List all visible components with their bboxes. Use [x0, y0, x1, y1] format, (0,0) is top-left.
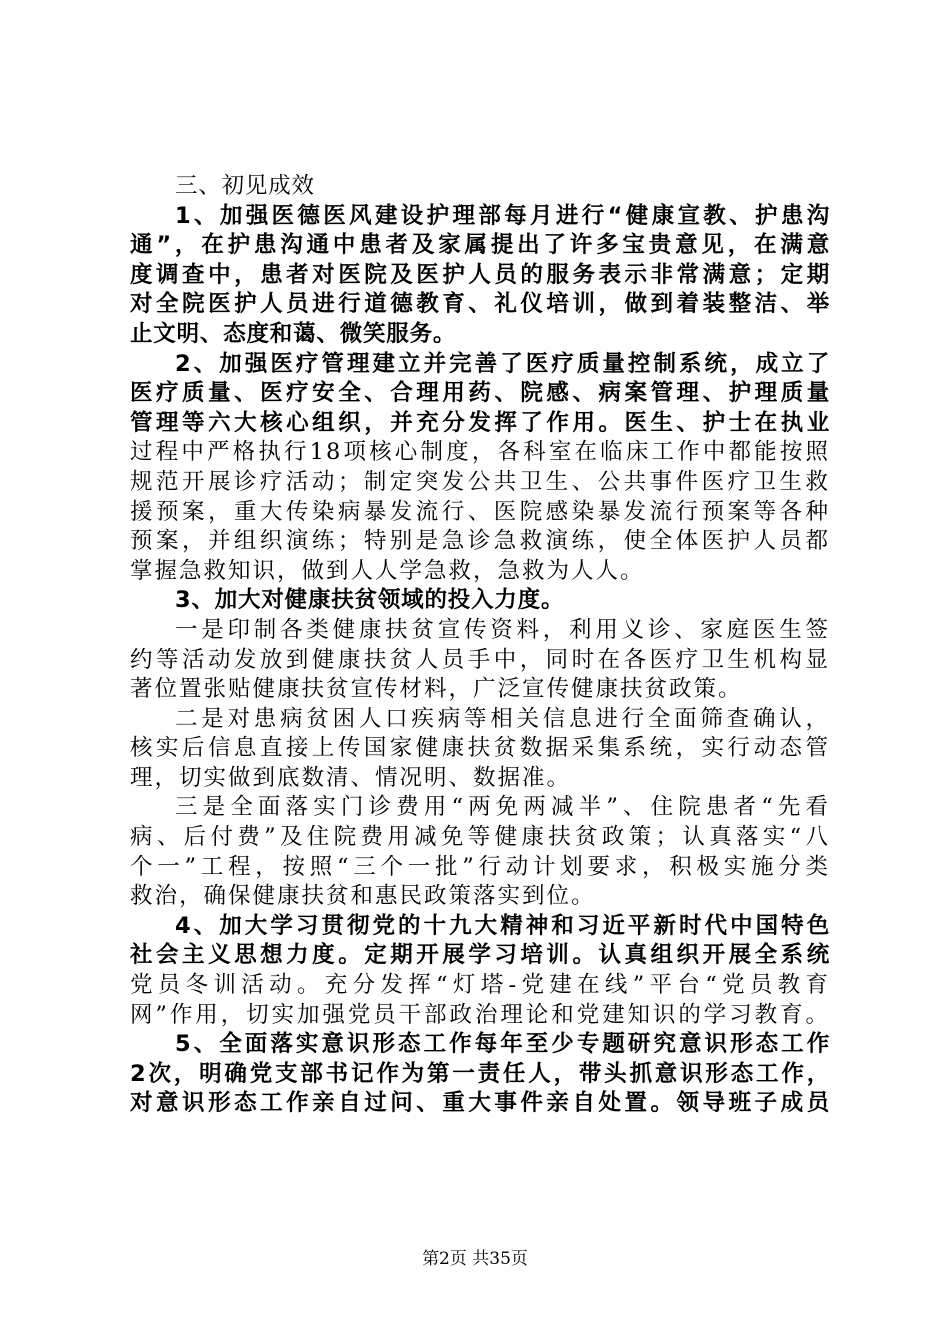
text-line: 个一”工程，按照“三个一批”行动计划要求，积极实施分类	[130, 853, 830, 880]
text-line: 三是全面落实门诊费用“两免两减半”、住院患者“先看	[175, 794, 830, 821]
text-line: 管理等六大核心组织，并充分发挥了作用。医生、护士在执业	[130, 409, 830, 436]
text-line: 规范开展诊疗活动；制定突发公共卫生、公共事件医疗卫生救	[130, 468, 830, 495]
text-line: 2、加强医疗管理建立并完善了医疗质量控制系统，成立了	[175, 350, 830, 377]
text-line: 核实后信息直接上传国家健康扶贫数据采集系统，实行动态管	[130, 735, 830, 762]
text-line: 掌握急救知识，做到人人学急救，急救为人人。	[130, 557, 645, 584]
text-line: 1、加强医德医风建设护理部每月进行“健康宣教、护患沟	[175, 202, 830, 229]
text-line: 三、初见成效	[175, 173, 315, 199]
text-line: 通”，在护患沟通中患者及家属提出了许多宝贵意见，在满意	[130, 232, 830, 259]
text-line: 社会主义思想力度。定期开展学习培训。认真组织开展全系统	[130, 942, 830, 969]
text-line: 4、加大学习贯彻党的十九大精神和习近平新时代中国特色	[175, 912, 830, 939]
text-line: 过程中严格执行18项核心制度，各科室在临床工作中都能按照	[130, 439, 830, 466]
text-line: 援预案，重大传染病暴发流行、医院感染暴发流行预案等各种	[130, 498, 830, 525]
text-line: 党员冬训活动。充分发挥“灯塔-党建在线”平台“党员教育	[130, 972, 830, 999]
text-line: 3、加大对健康扶贫领域的投入力度。	[175, 587, 565, 614]
text-line: 病、后付费”及住院费用减免等健康扶贫政策；认真落实“八	[130, 824, 830, 851]
text-line: 对全院医护人员进行道德教育、礼仪培训，做到着装整洁、举	[130, 291, 830, 318]
text-line: 对意识形态工作亲自过问、重大事件亲自处置。领导班子成员	[130, 1090, 830, 1117]
text-line: 止文明、态度和蔼、微笑服务。	[130, 320, 457, 347]
text-line: 5、全面落实意识形态工作每年至少专题研究意识形态工作	[175, 1031, 830, 1058]
text-line: 2次，明确党支部书记作为第一责任人，带头抓意识形态工作，	[130, 1060, 830, 1087]
document-body	[130, 172, 830, 1119]
text-line: 救治，确保健康扶贫和惠民政策落实到位。	[130, 883, 596, 910]
page-footer: 第2页 共35页	[422, 1249, 528, 1269]
text-line: 网”作用，切实加强党员干部政治理论和党建知识的学习教育。	[130, 1001, 830, 1028]
text-line: 预案，并组织演练；特别是急诊急救演练，使全体医护人员都	[130, 528, 830, 555]
text-line: 二是对患病贫困人口疾病等相关信息进行全面筛查确认，	[175, 705, 830, 732]
text-line: 理，切实做到底数清、情况明、数据准。	[130, 764, 572, 791]
text-line: 医疗质量、医疗安全、合理用药、院感、病案管理、护理质量	[130, 380, 830, 407]
text-line: 一是印制各类健康扶贫宣传资料，利用义诊、家庭医生签	[175, 616, 830, 643]
text-line: 著位置张贴健康扶贫宣传材料，广泛宣传健康扶贫政策。	[130, 676, 743, 703]
text-line: 约等活动发放到健康扶贫人员手中，同时在各医疗卫生机构显	[130, 646, 830, 673]
text-line: 度调查中，患者对医院及医护人员的服务表示非常满意；定期	[130, 261, 830, 288]
